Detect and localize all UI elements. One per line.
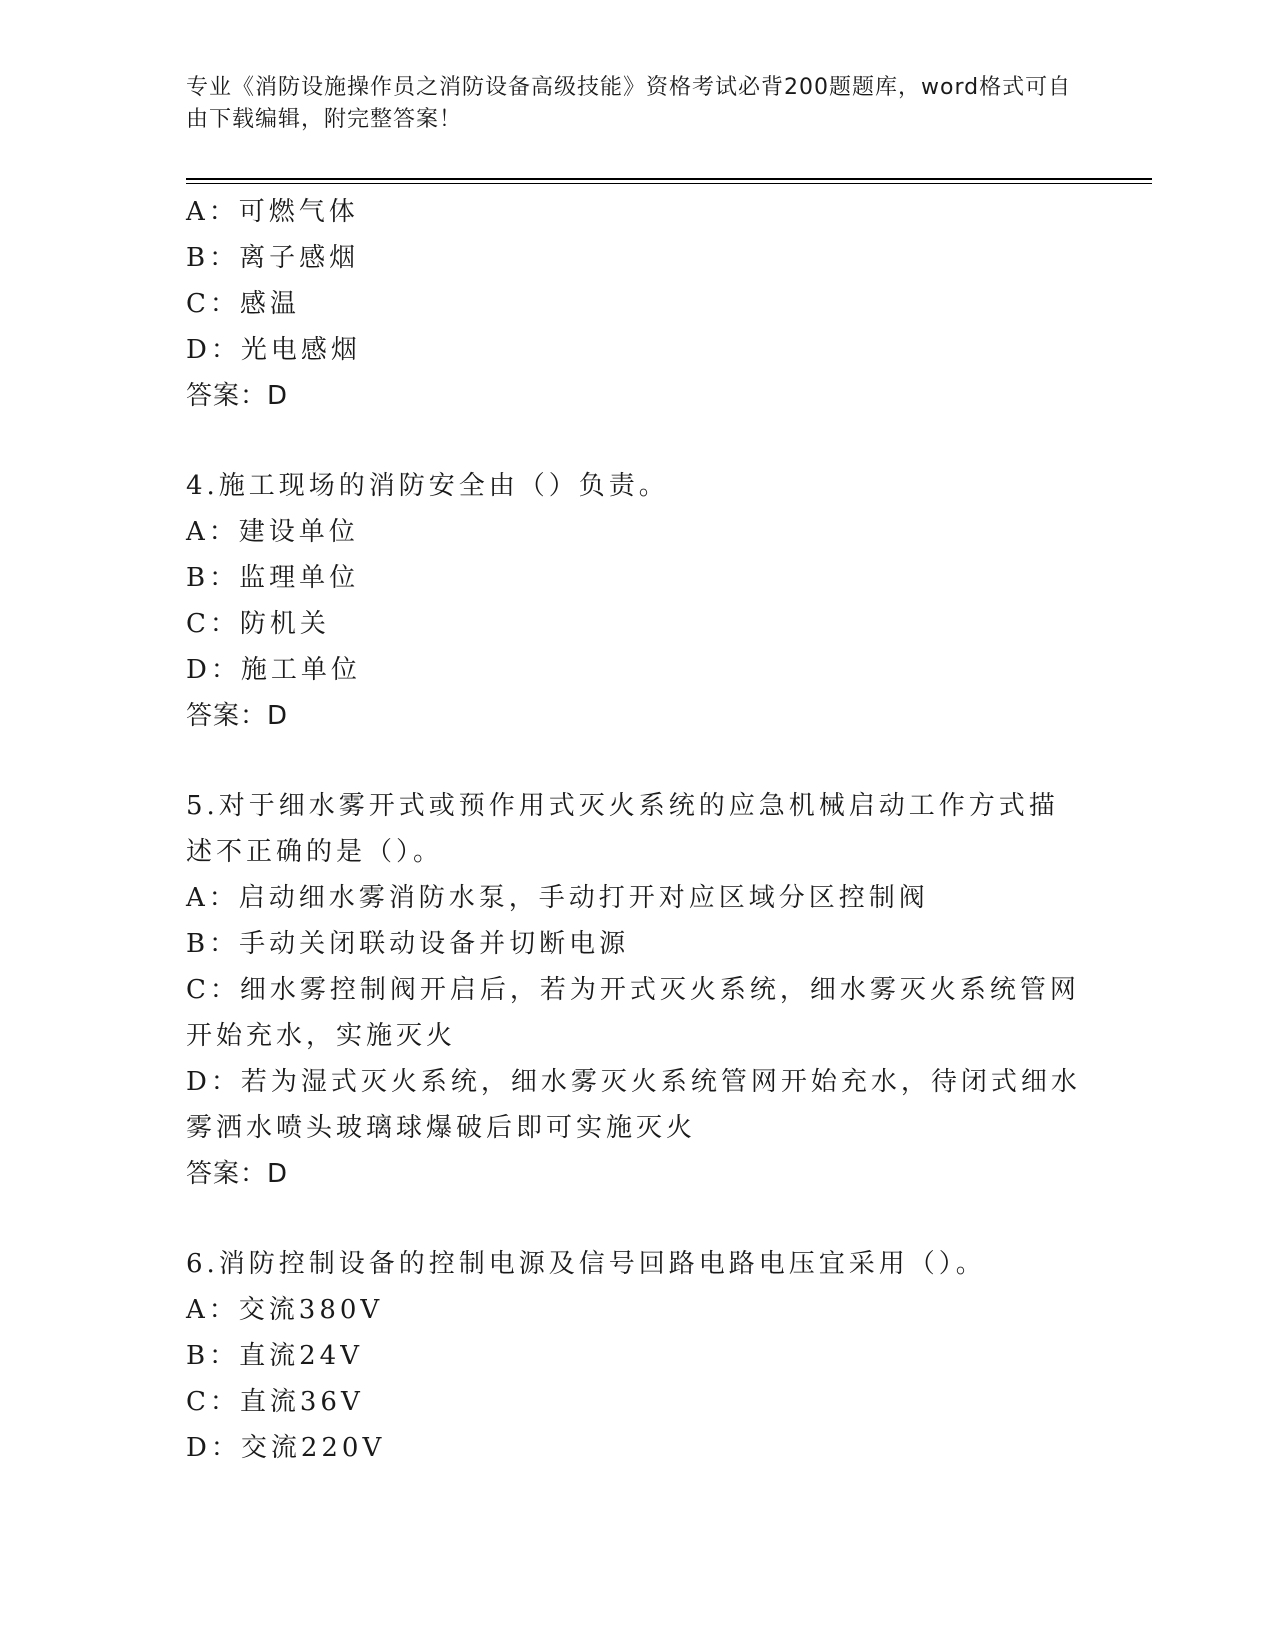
spacer xyxy=(186,1197,1086,1241)
option-c: C：防机关 xyxy=(186,609,330,639)
option-b: B：离子感烟 xyxy=(186,243,360,273)
option-a: A：建设单位 xyxy=(186,517,359,547)
option-d: D：光电感烟 xyxy=(186,335,361,365)
option-a: A：可燃气体 xyxy=(186,197,359,227)
question-stem: 4.施工现场的消防安全由（）负责。 xyxy=(186,471,669,501)
question-stem: 5.对于细水雾开式或预作用式灭火系统的应急机械启动工作方式描述不正确的是（）。 xyxy=(186,791,1059,867)
question-list xyxy=(186,189,1086,1471)
option-a: A：启动细水雾消防水泵，手动打开对应区域分区控制阀 xyxy=(186,883,929,913)
question-5 xyxy=(186,783,1086,1197)
answer: 答案：D xyxy=(186,701,289,731)
question-6 xyxy=(186,1241,1086,1471)
option-c: C：细水雾控制阀开启后，若为开式灭火系统，细水雾灭火系统管网开始充水，实施灭火 xyxy=(186,975,1080,1051)
spacer xyxy=(186,739,1086,783)
option-d: D：交流220V xyxy=(186,1433,386,1463)
option-c: C：感温 xyxy=(186,289,300,319)
option-d: D：若为湿式灭火系统，细水雾灭火系统管网开始充水，待闭式细水雾洒水喷头玻璃球爆破后即可实施灭火 xyxy=(186,1067,1081,1143)
answer: 答案：D xyxy=(186,381,289,411)
question-4 xyxy=(186,463,1086,739)
option-b: B：手动关闭联动设备并切断电源 xyxy=(186,929,630,959)
header-rule-thick xyxy=(186,178,1152,180)
spacer xyxy=(186,419,1086,463)
option-b: B：监理单位 xyxy=(186,563,360,593)
question-stem: 6.消防控制设备的控制电源及信号回路电路电压宜采用（）。 xyxy=(186,1249,986,1279)
header-rule-thin xyxy=(186,183,1152,184)
option-c: C：直流36V xyxy=(186,1387,364,1417)
option-b: B：直流24V xyxy=(186,1341,363,1371)
document-header: 专业《消防设施操作员之消防设备高级技能》资格考试必背200题题库，word格式可自由下载编辑，附完整答案！ xyxy=(186,75,1072,132)
option-d: D：施工单位 xyxy=(186,655,361,685)
option-a: A：交流380V xyxy=(186,1295,384,1325)
answer: 答案：D xyxy=(186,1159,289,1189)
question-3-continued xyxy=(186,189,1086,419)
